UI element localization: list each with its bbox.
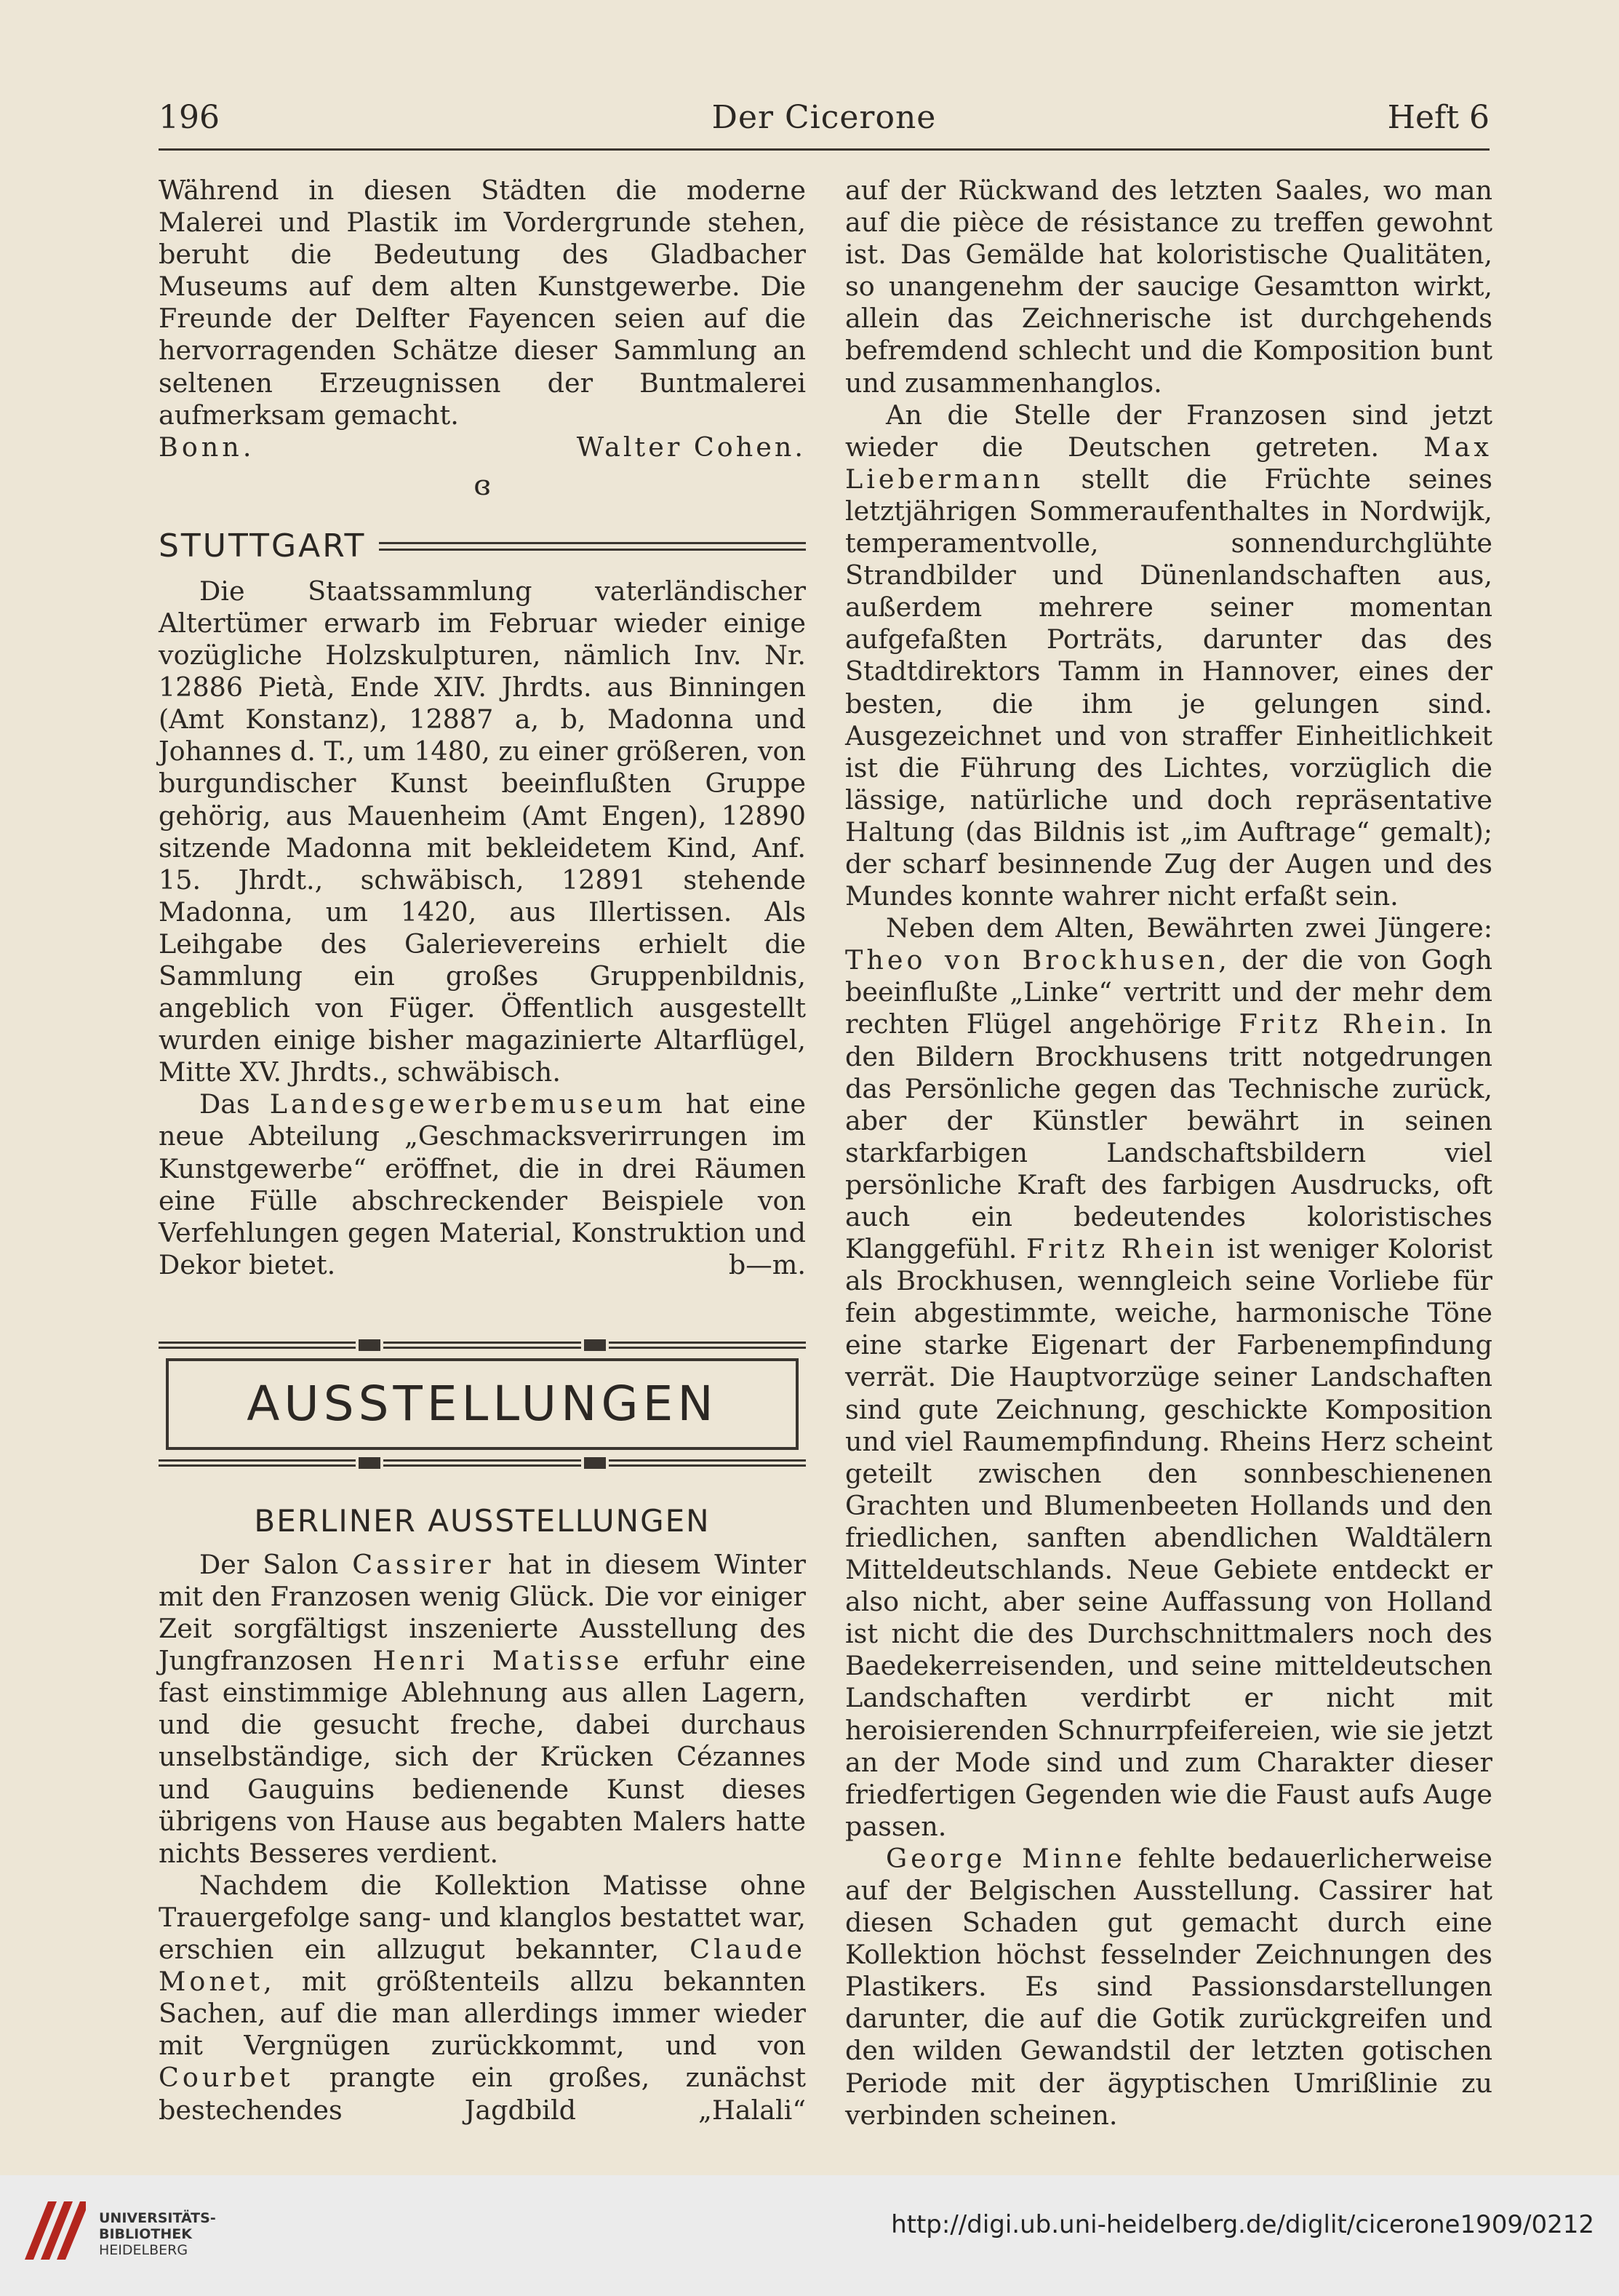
issue-label: Heft 6 — [1387, 99, 1490, 136]
section-title: STUTTGART — [159, 527, 367, 565]
paragraph-gladbach: Während in diesen Städten die moderne Malerei und Plastik im Vordergrunde stehen, beruht die Bedeutung des Gladbacher Museums auf dem alten Kunstgewerbe. Die Freunde der Delfter Fayencen seien auf die hervorragenden Schätze dieser Sammlung an seltenen Erzeugnissen der Buntmalerei aufmerksam gemacht. — [159, 175, 806, 431]
journal-title: Der Cicerone — [711, 99, 937, 136]
text-run: An die Stelle der Franzosen sind jetzt wieder die Deutschen getreten. — [845, 399, 1492, 463]
left-column — [159, 175, 806, 2126]
text-run: hat eine neue Abteilung „Geschmacksverirrungen im Kunstgewerbe“ eröffnet, die in drei Räumen eine Fülle abschreckender Beispiele von Verfehlungen gegen Material, Konstruktion und — [159, 1088, 806, 1248]
ausstellungen-banner — [159, 1338, 806, 1470]
library-name-line: UNIVERSITÄTS- — [99, 2210, 216, 2226]
text-run: Nachdem die Kollektion Matisse ohne Trauergefolge sang- und klanglos bestattet war, erschien ein allzugut bekannter, — [159, 1869, 806, 1966]
library-name — [99, 2210, 216, 2258]
university-library-logo-icon — [19, 2196, 89, 2265]
digitization-footer — [0, 2175, 1619, 2296]
rule-line — [609, 1459, 806, 1467]
banner-box — [166, 1358, 799, 1450]
paragraph-salon-cassirer — [159, 1549, 806, 1870]
text-run: Dekor bietet. — [159, 1248, 336, 1280]
rule-line — [159, 1459, 356, 1467]
text-run: , mit größtenteils allzu bekannten Sachen, auf die man allerdings immer wieder mit Vergnügen zurückkommt, und von — [159, 1966, 806, 2062]
spaced-name: Landesgewerbemuseum — [269, 1088, 666, 1120]
paragraph-liebermann — [845, 399, 1492, 913]
right-column — [845, 175, 1492, 2132]
section-heading-stuttgart — [159, 517, 806, 575]
banner-top-rule — [159, 1338, 806, 1352]
banner-title: AUSSTELLUNGEN — [247, 1376, 718, 1432]
text-run: Der Salon — [199, 1548, 353, 1580]
running-header — [159, 96, 1490, 140]
rule-line — [159, 1342, 356, 1349]
spaced-name: Theo von Brockhusen — [845, 944, 1219, 976]
rule-line — [383, 1459, 580, 1467]
spaced-name: Courbet — [159, 2062, 294, 2094]
rule-ornament — [584, 1339, 606, 1351]
spaced-name: George Minne — [886, 1842, 1126, 1874]
library-name-line: HEIDELBERG — [99, 2242, 188, 2258]
paragraph-brockhusen-rhein — [845, 912, 1492, 1843]
paragraph-courbet-continued: auf der Rückwand des letzten Saales, wo man auf die pièce de résistance zu treffen gewohnt ist. Das Gemälde hat koloristische Qualitäten, so unangenehm der saucige Gesamtton wirkt, allein das Zeichnerische ist durchgehends befremdend schlecht und die Komposition bunt und zusammenhanglos. — [845, 175, 1492, 399]
rule-ornament — [359, 1457, 380, 1469]
paragraph-matisse-monet — [159, 1870, 806, 2126]
text-run: , der die von Gogh beeinflußte „Linke“ vertritt und der mehr dem rechten Flügel angehörige — [845, 944, 1492, 1040]
source-url-link[interactable]: http://digi.ub.uni-heidelberg.de/diglit/cicerone1909/0212 — [891, 2210, 1594, 2239]
banner-bottom-rule — [159, 1456, 806, 1470]
text-run: prangte ein großes, zunächst bestechendes Jagdbild „Halali“ — [159, 2062, 806, 2126]
library-name-line: BIBLIOTHEK — [99, 2226, 192, 2242]
text-run: fehlte bedauerlicherweise auf der Belgischen Ausstellung. Cassirer hat diesen Schaden gut gemacht durch eine Kollektion höchst fesselnder Zeichnungen des Plastikers. Es sind Passionsdarstellungen darunter, die auf die Gotik zurückgreifen und den wilden Gewandstil der letzten gotischen Periode mit der ägyptischen Umrißlinie zu verbinden scheinen. — [845, 1842, 1492, 2131]
signature-initials: b—m. — [728, 1248, 806, 1280]
header-rule — [159, 148, 1490, 151]
spaced-name: Claude Monet — [159, 1934, 806, 1998]
signature-line — [159, 431, 806, 463]
text-run: Das — [199, 1088, 270, 1120]
paragraph-minne — [845, 1843, 1492, 2132]
spaced-name: Max Liebermann — [845, 431, 1492, 495]
dingbat-ornament: ɞ — [473, 469, 491, 501]
spaced-name: Henri Matisse — [372, 1645, 623, 1677]
signature-place: Bonn. — [159, 431, 255, 463]
rule-ornament — [359, 1339, 380, 1351]
signature-author: Walter Cohen. — [576, 431, 806, 463]
paragraph-end-line — [159, 1249, 806, 1281]
text-run: erfuhr eine fast einstimmige Ablehnung aus allen Lagern, und die gesucht freche, dabei durchaus unselbständige, sich der Krücken Cézannes und Gauguins bedienende Kunst dieses übrigens von Hause aus begabten Malers hatte nichts Besseres verdient. — [159, 1645, 807, 1869]
text-run: hat in diesem Winter mit den Franzosen wenig Glück. Die vor einiger Zeit sorgfältigst inszenierte Ausstellung des Jungfranzosen — [159, 1548, 806, 1677]
spaced-name: Fritz Rhein — [1239, 1008, 1439, 1040]
text-run: stellt die Früchte seines letztjährigen Sommeraufenthaltes in Nordwijk, temperamentvolle, sonnendurchglühte Strandbilder und Dünenlandschaften aus, außerdem mehrere seiner momentan aufgefaßten Porträts, darunter das des Stadtdirektors Tamm in Hannover, eines der besten, die ihm je gelungen sind. Ausgezeichnet und von straffer Einheitlichkeit ist die Führung des Lichtes, vorzüglich die lässige, natürliche und doch repräsentative Haltung (das Bildnis ist „im Auftrage“ gemalt); der scharf besinnende Zug der Augen und des Mundes konnte wahrer nicht erfaßt sein. — [845, 463, 1492, 912]
spaced-name: Cassirer — [352, 1548, 495, 1580]
page-number: 196 — [159, 99, 220, 136]
subheading-berliner: BERLINER AUSSTELLUNGEN — [254, 1502, 711, 1539]
text-run: Neben dem Alten, Bewährten zwei Jüngere: — [886, 912, 1492, 944]
text-run: ist weniger Kolorist als Brockhusen, wenngleich seine Vorliebe für fein abgestimmte, weiche, harmonische Töne eine starke Eigenart der Farbenempfindung verrät. Die Hauptvorzüge seiner Landschaften sind gute Zeichnung, geschickte Komposition und viel Raumempfindung. Rheins Herz scheint geteilt zwischen den sonnbeschienenen Grachten und Blumenbeeten Hollands und den friedlichen, sanften abendlichen Waldtälern Mitteldeutschlands. Neue Gebiete entdeckt er also nicht, aber seine Auffassung von Holland ist nicht die des Durchschnittmalers noch des Baedekerreisenden, und seine mitteldeutschen Landschaften verdirbt er nicht mit heroisierenden Schnurrpfeifereien, wie sie jetzt an der Mode sind und zum Charakter dieser friedfertigen Gegenden wie die Faust aufs Auge passen. — [845, 1233, 1492, 1842]
rule-line — [383, 1342, 580, 1349]
paragraph-landesgewerbemuseum — [159, 1088, 806, 1248]
rule-ornament — [584, 1457, 606, 1469]
double-rule — [379, 542, 806, 551]
paragraph-staatssammlung: Die Staatssammlung vaterländischer Altertümer erwarb im Februar wieder einige vozügliche Holzskulpturen, nämlich Inv. Nr. 12886 Pietà, Ende XIV. Jhrdts. aus Binningen (Amt Konstanz), 12887 a, b, Madonna und Johannes d. T., um 1480, zu einer größeren, von burgundischer Kunst beeinflußten Gruppe gehörig, aus Mauenheim (Amt Engen), 12890 sitzende Madonna mit bekleidetem Kind, Anf. 15. Jhrdt., schwäbisch, 12891 stehende Madonna, um 1420, aus Illertissen. Als Leihgabe des Galerievereins erhielt die Sammlung ein großes Gruppenbildnis, angeblich von Füger. Öffentlich ausgestellt wurden einige bisher magazinierte Altarflügel, Mitte XV. Jhrdts., schwäbisch. — [159, 575, 806, 1088]
text-run: . In den Bildern Brockhusens tritt notgedrungen das Persönliche gegen das Technische zurück, aber der Künstler bewährt in seinen starkfarbigen Landschaftsbildern viel persönliche Kraft des farbigen Ausdrucks, oft auch ein bedeutendes koloristisches Klanggefühl. — [845, 1008, 1492, 1265]
rule-line — [609, 1342, 806, 1349]
spaced-name: Fritz Rhein — [1026, 1233, 1218, 1265]
